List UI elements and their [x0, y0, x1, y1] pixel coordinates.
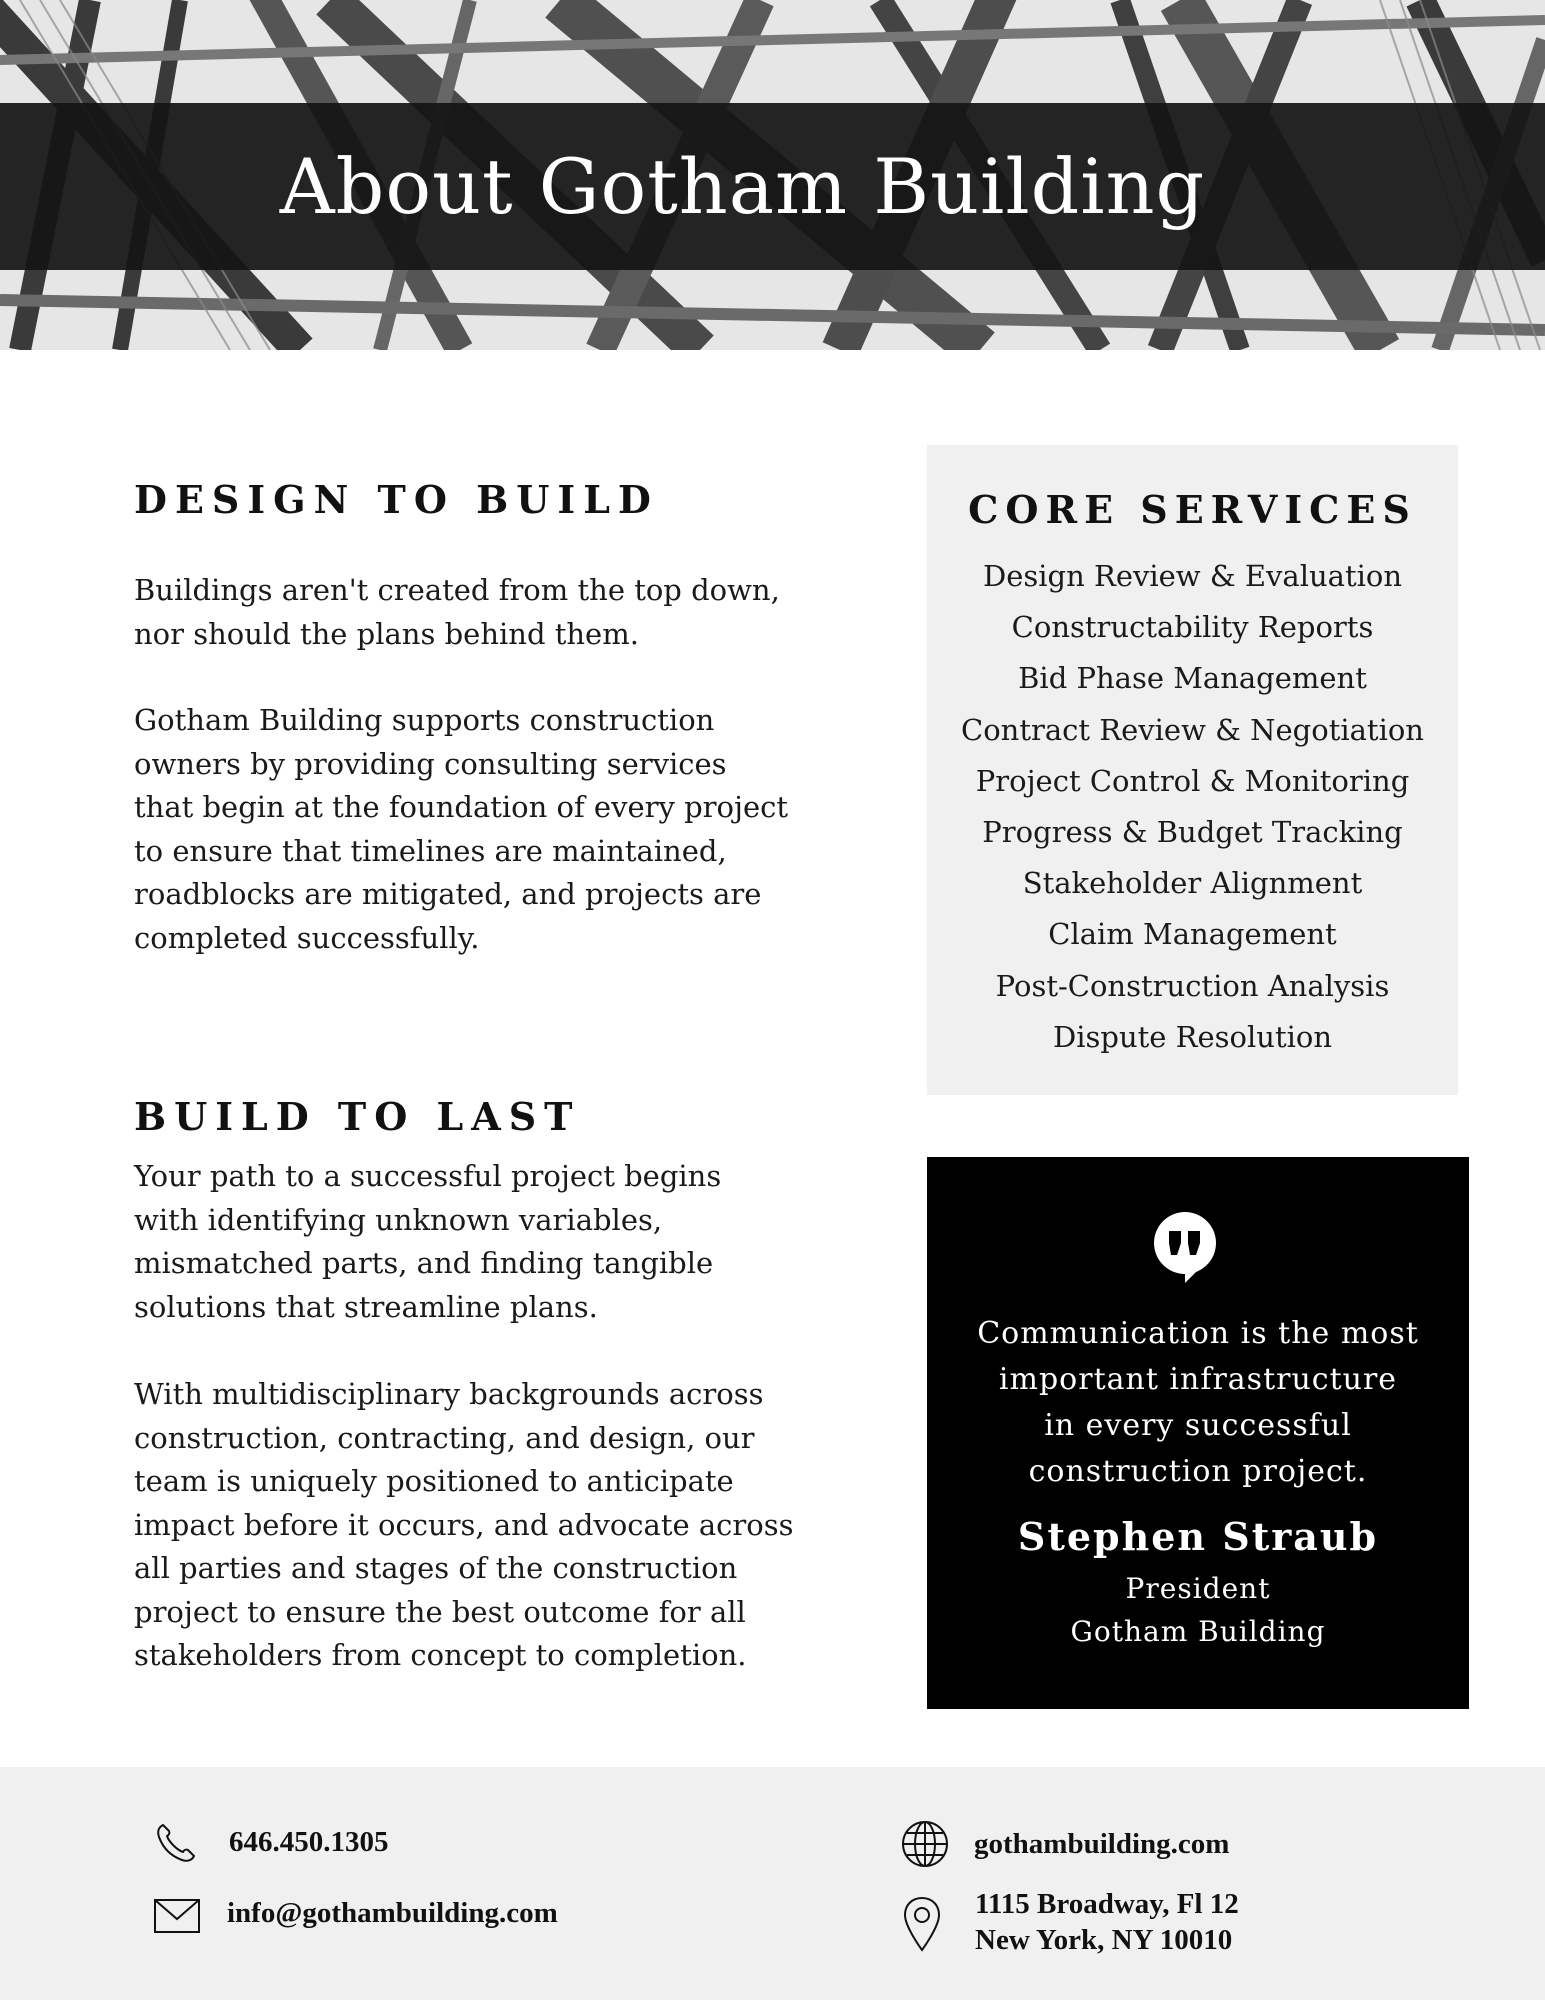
quote-line: important infrastructure: [998, 1362, 1398, 1397]
service-item: Bid Phase Management: [1018, 661, 1367, 696]
quote-text: [927, 1311, 1469, 1495]
design-to-build-paragraph-1: Buildings aren't created from the top down, nor should the plans behind them.: [134, 573, 780, 651]
page-title: About Gotham Building: [279, 142, 1206, 231]
service-item: Progress & Budget Tracking: [982, 815, 1403, 850]
build-to-last-paragraph-2: With multidisciplinary backgrounds across construction, contracting, and design, our team is uniquely positioned to anticipate impact before it occurs, and advocate across all parties and stages of the construction project to ensure the best outcome for all stakeholders from concept to completion.: [134, 1377, 794, 1672]
section-heading-build-to-last: BUILD TO LAST: [134, 1094, 581, 1139]
service-item: Design Review & Evaluation: [982, 559, 1403, 593]
core-services-list: [927, 551, 1458, 1063]
location-pin-icon: [903, 1896, 941, 1956]
service-item: Constructability Reports: [1011, 610, 1374, 645]
design-to-build-paragraph-2: Gotham Building supports construction owners by providing consulting services that begin at the foundation of every project to ensure that timelines are maintained, roadblocks are mitigated, and projects are completed successfully.: [134, 703, 789, 955]
quote-icon: [1153, 1211, 1217, 1283]
build-to-last-paragraph-1: Your path to a successful project begins with identifying unknown variables, mismatched parts, and finding tangible solutions that streamline plans.: [134, 1159, 722, 1324]
service-item: Project Control & Monitoring: [975, 763, 1410, 798]
quote-line: construction project.: [1028, 1454, 1368, 1489]
mail-icon: [154, 1899, 200, 1937]
quote-author-name: Stephen Straub: [1017, 1514, 1379, 1559]
globe-icon: [901, 1820, 949, 1872]
address-line-1: 1115 Broadway, Fl 12: [975, 1888, 1239, 1920]
website-link[interactable]: gothambuilding.com: [974, 1828, 1230, 1860]
service-item: Contract Review & Negotiation: [961, 712, 1424, 747]
quote-author-title: [927, 1567, 1469, 1653]
quote-line: in every successful: [1044, 1408, 1352, 1443]
quote-line: Communication is the most: [977, 1316, 1419, 1351]
contact-footer: [0, 1767, 1545, 2000]
author-company: Gotham Building: [1070, 1615, 1326, 1648]
phone-icon: [155, 1822, 197, 1868]
service-item: Claim Management: [1048, 917, 1337, 952]
service-item: Stakeholder Alignment: [1022, 866, 1363, 901]
service-item: Dispute Resolution: [1052, 1019, 1333, 1054]
email-address[interactable]: info@gothambuilding.com: [227, 1897, 558, 1929]
service-item: Post-Construction Analysis: [995, 968, 1390, 1003]
phone-number[interactable]: 646.450.1305: [229, 1826, 389, 1858]
author-role: President: [1125, 1572, 1271, 1605]
core-services-heading: CORE SERVICES: [968, 487, 1417, 532]
section-heading-design-to-build: DESIGN TO BUILD: [134, 477, 659, 522]
address: [975, 1886, 1239, 1958]
address-line-2: New York, NY 10010: [975, 1924, 1233, 1956]
